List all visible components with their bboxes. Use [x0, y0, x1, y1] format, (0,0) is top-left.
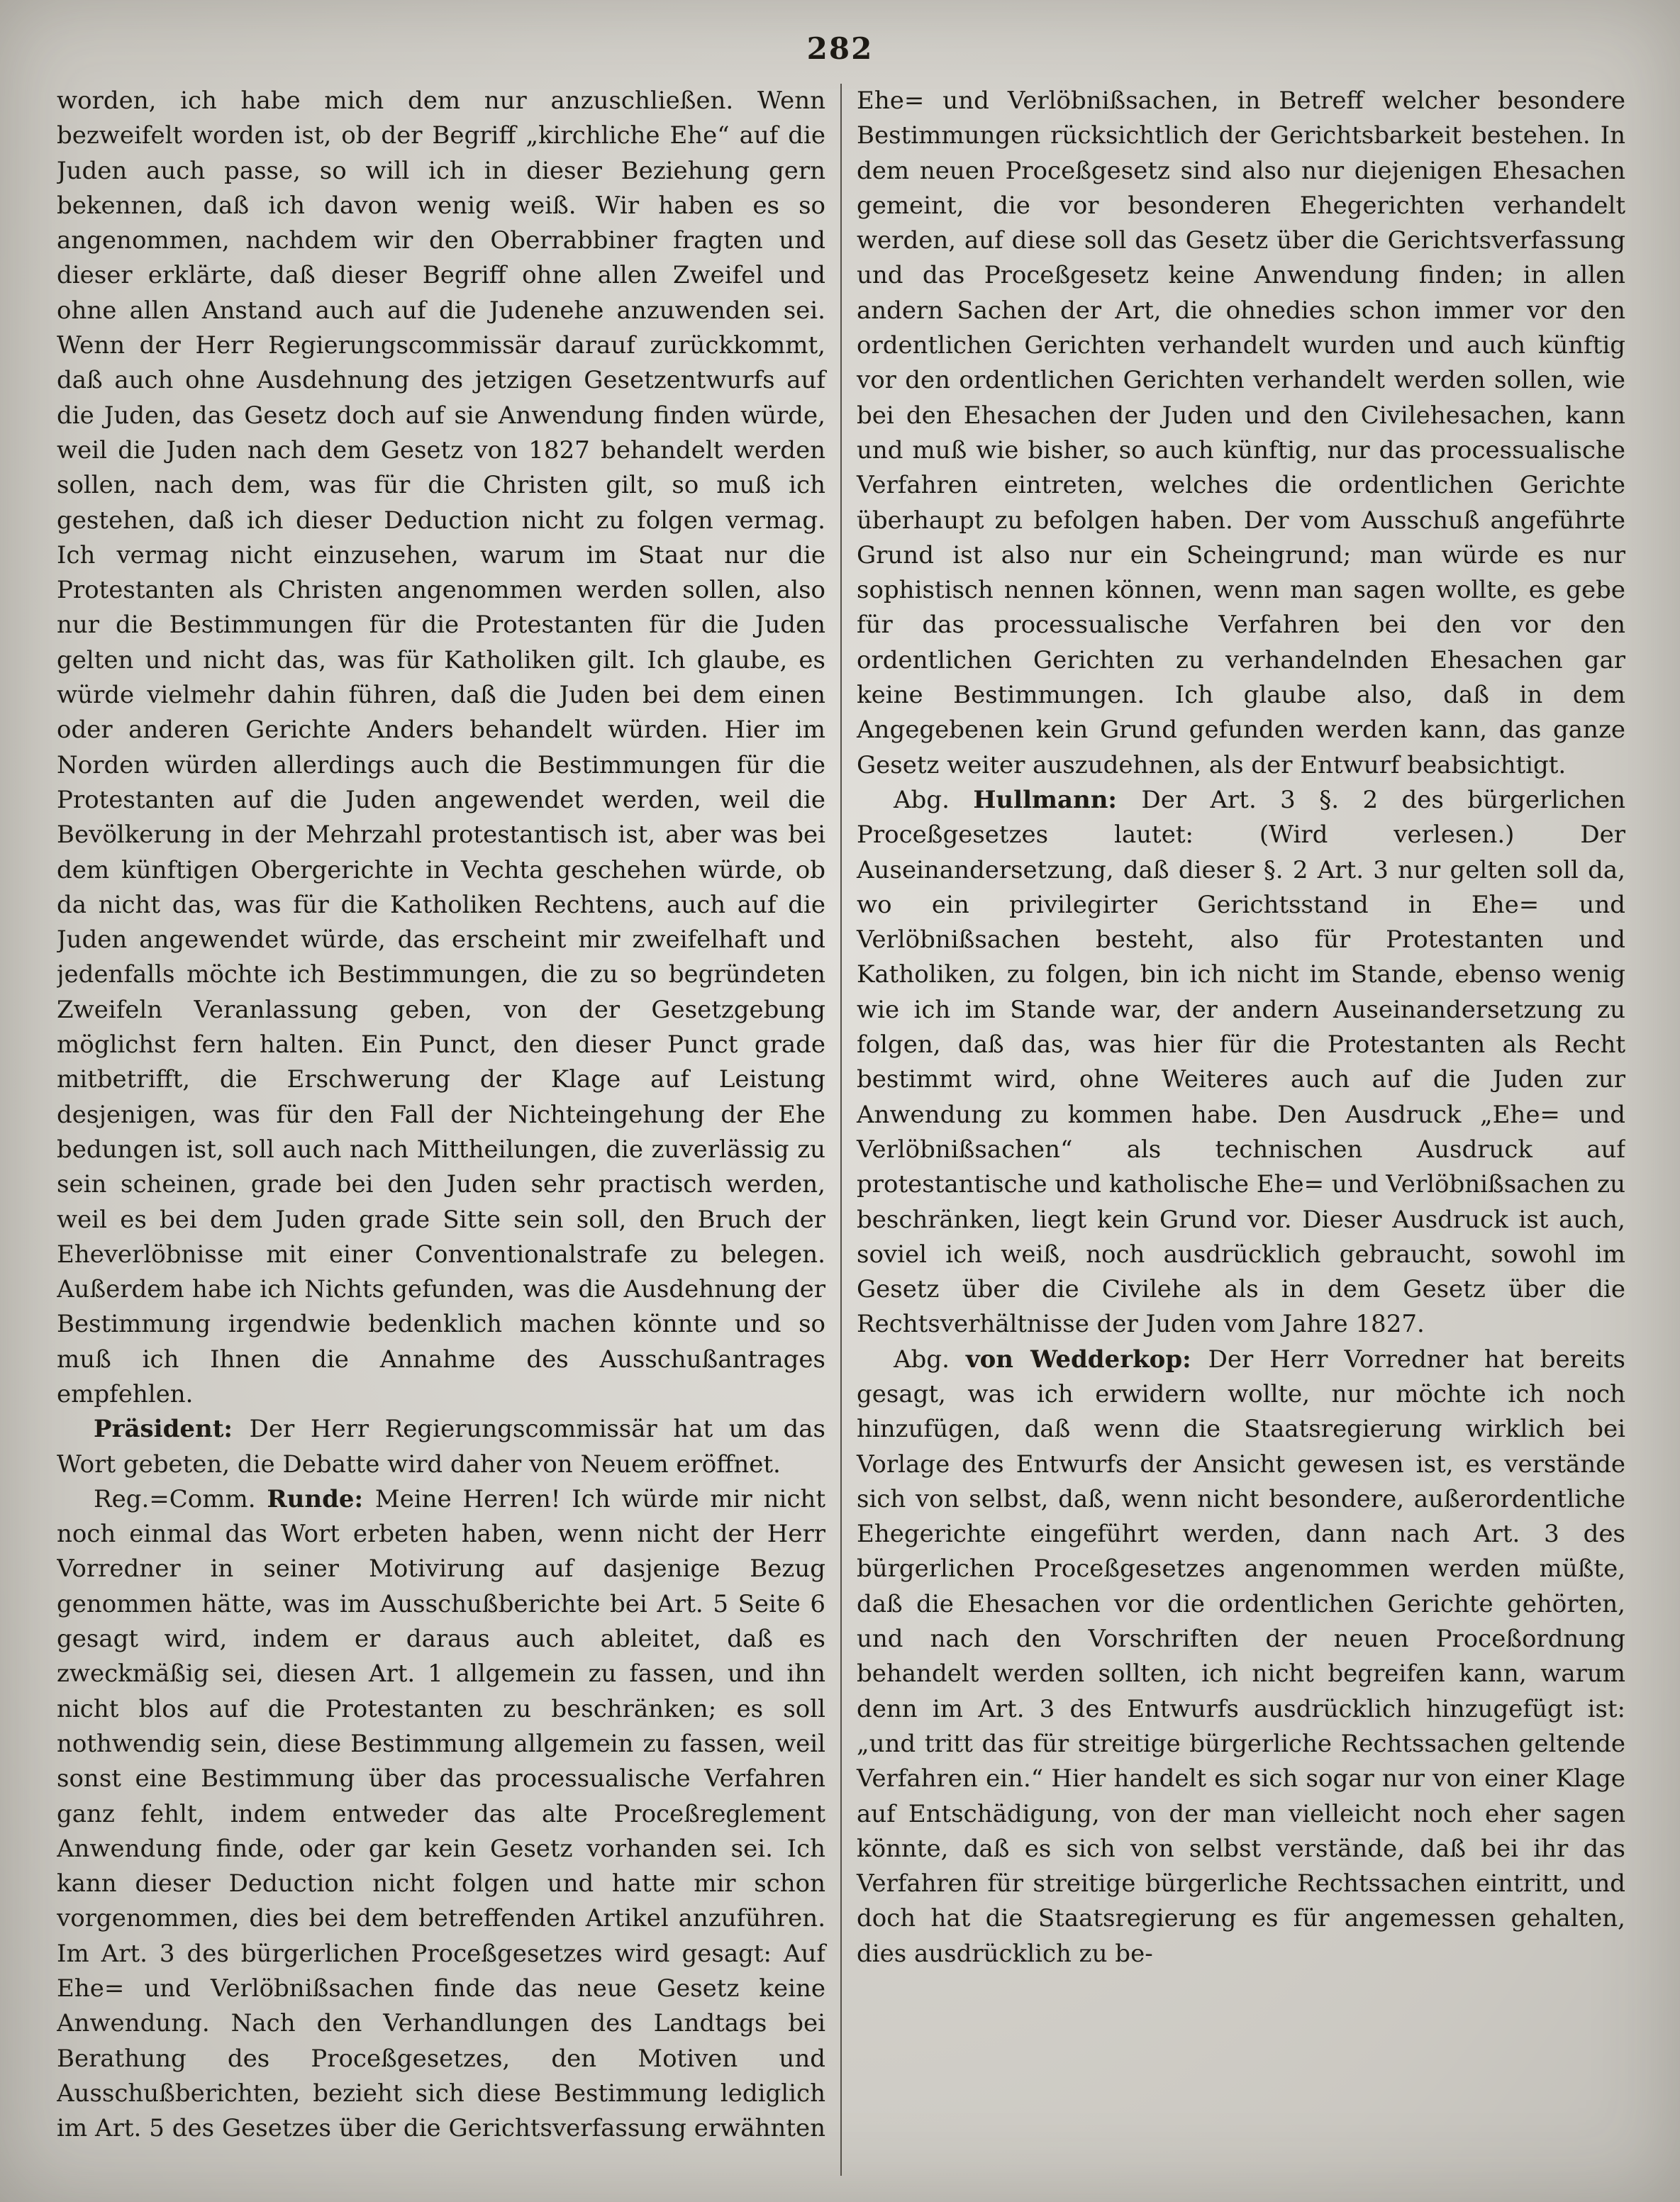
page-number: 282: [806, 31, 874, 66]
speaker-name: von Wedderkop:: [965, 1345, 1208, 1374]
paragraph: [57, 84, 825, 1412]
speaker-name: Hullmann:: [973, 785, 1142, 814]
paragraph: [857, 1342, 1625, 1972]
paragraph-text: worden, ich habe mich dem nur anzuschließen. Wenn bezweifelt worden ist, ob der Begriff „kirchliche Ehe“ auf die Juden auch passe, so will ich in dieser Beziehung gern bekennen, daß ich davon wenig weiß. Wir haben es so angenommen, nachdem wir den Oberrabbiner fragten und dieser erklärte, daß dieser Begriff ohne allen Zweifel und ohne allen Anstand auch auf die Judenehe anzuwenden sei. Wenn der Herr Regierungscommissär darauf zurückkommt, daß auch ohne Ausdehnung des jetzigen Gesetzentwurfs auf die Juden, das Gesetz doch auf sie Anwendung finden würde, weil die Juden nach dem Gesetz von 1827 behandelt werden sollen, nach dem, was für die Christen gilt, so muß ich gestehen, daß ich dieser Deduction nicht zu folgen vermag. Ich vermag nicht einzusehen, warum im Staat nur die Protestanten als Christen angenommen werden sollen, also nur die Bestimmungen für die Protestanten für die Juden gelten und nicht das, was für Katholiken gilt. Ich glaube, es würde vielmehr dahin führen, daß die Juden bei dem einen oder anderen Gerichte Anders behandelt würden. Hier im Norden würden allerdings auch die Bestimmungen für die Protestanten auf die Juden angewendet werden, weil die Bevölkerung in der Mehrzahl protestantisch ist, aber was bei dem künftigen Obergerichte in Vechta geschehen würde, ob da nicht das, was für die Katholiken Rechtens, auch auf die Juden angewendet würde, das erscheint mir zweifelhaft und jedenfalls möchte ich Bestimmungen, die zu so begründeten Zweifeln Veranlassung geben, von der Gesetzgebung möglichst fern halten. Ein Punct, den dieser Punct grade mitbetrifft, die Erschwerung der Klage auf Leistung desjenigen, was für den Fall der Nichteingehung der Ehe bedungen ist, soll auch nach Mittheilungen, die zuverlässig zu sein scheinen, grade bei den Juden sehr practisch werden, weil es bei dem Juden grade Sitte sein soll, den Bruch der Eheverlöbnisse mit einer Conventionalstrafe zu belegen. Außerdem habe ich Nichts gefunden, was die Ausdehnung der Bestimmung irgendwie bedenklich machen könnte und so muß ich Ihnen die Annahme des Ausschußantrages empfehlen.: [57, 87, 825, 1408]
speaker-prefix: Reg.=Comm.: [94, 1484, 267, 1513]
speaker-prefix: Abg.: [894, 1345, 966, 1374]
paragraph-text: Der Herr Regierungscommissär hat um das Wort gebeten, die Debatte wird daher von Neuem eröffnet.: [57, 1415, 825, 1479]
paragraph: [857, 783, 1625, 1342]
paragraph-text: Meine Herren! Ich würde mir nicht noch einmal das Wort erbeten haben, wenn nicht der Herr Vorredner in seiner Motivirung auf dasjenige Bezug genommen hätte, was im Ausschußberichte bei Art. 5 Seite 6 gesagt wird, indem er daraus auch ableitet, daß es zweckmäßig sei, diesen Art. 1 allgemein zu fassen, und ihn nicht blos auf die Protestanten zu beschränken; es soll nothwendig sein, diese Bestimmung allgemein zu fassen, weil sonst eine Bestimmung über das processualische Verfahren ganz fehlt, indem entweder das alte Proceßreglement Anwendung finde, oder gar kein Gesetz vorhanden sei. Ich kann dieser Deduction nicht folgen und hatte mir schon vorgenommen, dies bei dem betreffenden Artikel anzuführen. Im Art. 3 des bürgerlichen Proceßgesetzes wird gesagt: Auf Ehe= und Verlöbnißsachen finde das neue Gesetz keine Anwendung. Nach den Verhandlungen des Landtags bei Berathung des Proceßgesetzes, den Motiven und Ausschußberichten, bezieht sich diese Bestimmung lediglich im Art. 5 des Gesetzes über die Gerichtsverfassung erwähnten Ehe= und Verlöbnißsachen, in Betreff welcher besondere Bestimmungen rücksichtlich der Gerichtsbarkeit bestehen. In dem neuen Proceßgesetz sind also nur diejenigen Ehesachen gemeint, die vor besonderen Ehegerichten verhandelt werden, auf diese soll das Gesetz über die Gerichtsverfassung und das Proceßgesetz keine Anwendung finden; in allen andern Sachen der Art, die ohnedies schon immer vor den ordentlichen Gerichten verhandelt wurden und auch künftig vor den ordentlichen Gerichten verhandelt werden sollen, wie bei den Ehesachen der Juden und den Civilehesachen, kann und muß wie bisher, so auch künftig, nur das processualische Verfahren eintreten, welches die ordentlichen Gerichte überhaupt zu befolgen haben. Der vom Ausschuß angeführte Grund ist also nur ein Scheingrund; man würde es nur sophistisch nennen können, wenn man sagen wollte, es gebe für das processualische Verfahren bei den vor den ordentlichen Gerichten zu verhandelnden Ehesachen gar keine Bestimmungen. Ich glaube also, daß in dem Angegebenen kein Grund gefunden werden kann, das ganze Gesetz weiter auszudehnen, als der Entwurf beabsichtigt.: [57, 87, 1625, 2143]
paragraph-text: Der Herr Vorredner hat bereits gesagt, was ich erwidern wollte, nur möchte ich noch hinzufügen, daß wenn die Staatsregierung wirklich bei Vorlage des Entwurfs der Ansicht gewesen ist, es verstände sich von selbst, daß, wenn nicht besondere, außerordentliche Ehegerichte eingeführt werden, dann nach Art. 3 des bürgerlichen Proceßgesetzes angenommen werden müßte, daß die Ehesachen vor die ordentlichen Gerichte gehörten, und nach den Vorschriften der neuen Proceßordnung behandelt werden sollten, ich nicht begreifen kann, warum denn im Art. 3 des Entwurfs ausdrücklich hinzugefügt ist: „und tritt das für streitige bürgerliche Rechtssachen geltende Verfahren ein.“ Hier handelt es sich sogar nur von einer Klage auf Entschädigung, von der man vielleicht noch eher sagen könnte, daß es sich von selbst verstände, daß bei ihr das Verfahren für streitige bürgerliche Rechtssachen eintritt, und doch hat die Staatsregierung es für angemessen gehalten, dies ausdrücklich zu be-: [857, 1345, 1625, 1968]
paragraph-text: Der Art. 3 §. 2 des bürgerlichen Proceßgesetzes lautet: (Wird verlesen.) Der Auseinandersetzung, daß dieser §. 2 Art. 3 nur gelten soll da, wo ein privilegirter Gerichtsstand in Ehe= und Verlöbnißsachen besteht, also für Protestanten und Katholiken, zu folgen, bin ich nicht im Stande, ebenso wenig wie ich im Stande war, der andern Auseinandersetzung zu folgen, daß das, was hier für die Protestanten als Recht bestimmt wird, ohne Weiteres auch auf die Juden zur Anwendung zu kommen habe. Den Ausdruck „Ehe= und Verlöbnißsachen“ als technischen Ausdruck auf protestantische und katholische Ehe= und Verlöbnißsachen zu beschränken, liegt kein Grund vor. Dieser Ausdruck ist auch, soviel ich weiß, noch ausdrücklich gebraucht, sowohl im Gesetz über die Civilehe als in dem Gesetz über die Rechtsverhältnisse der Juden vom Jahre 1827.: [857, 785, 1625, 1339]
speaker-name: Präsident:: [94, 1415, 250, 1444]
speaker-prefix: Abg.: [894, 785, 974, 814]
paragraph: [57, 1412, 825, 1482]
text-columns: [57, 84, 1625, 2176]
speaker-name: Runde:: [267, 1484, 375, 1513]
